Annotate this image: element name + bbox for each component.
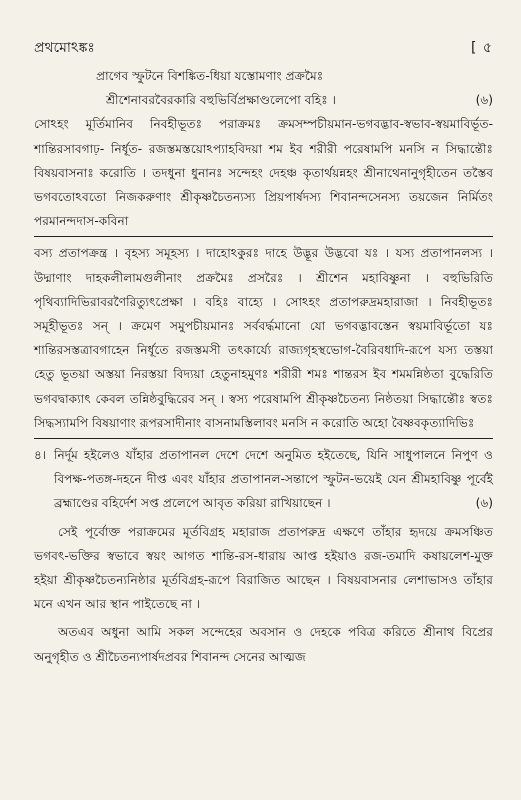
section-divider-2 <box>34 438 493 439</box>
running-title: প্রথমোঽঙ্কঃ <box>34 40 95 56</box>
verse-line-2-text: শ্রীশেনাবরবৈরকারি বহুভির্বিপ্রক্ষাণ্ডলেপো বহিঃ । <box>106 93 337 108</box>
sanskrit-footnote-commentary: বস্য প্রতাপক্রন্ত্র । বৃহস্য সমূহস্য । দাহোঽকুরঃ দাহে উদ্ভূর উদ্ভবো যঃ । যস্য প্রতাপানলস্য । উদ্মাণাং দাহকলীলামগুলীনাং প্রক্রমৈঃ প্রসরৈঃ । শ্রীশেন মহাবিষ্ণুনা । বহুভিরিতি পৃথিব্যাদিভিরাবরণৈরিত্যুৎপ্রেক্ষা । বহিঃ বাহ্যে । সোঽহং প্রতাপরুদ্রমহারাজা । নিবহীভূতঃ সমূহীভূতঃ সন্ । ক্রমেণ সমুপচীয়মানঃ সর্ববর্দ্ধমানো যো ভগবদ্ভাবস্তেন স্বয়মাবির্ভূতো যঃ শান্তিরসস্তত্রাবগাহেন নির্ধূতে রজস্তমসী তৎকার্য্যে রাজ্যগৃহস্থভোগ-বৈরিবধাদি-রূপে যস্য তস্তয়া হেতু ভূতয়া অস্তয়া নিরস্তয়া বিদ্যয়া হেতুনাহমুণঃ শরীরী শমঃ শান্তরস ইব শমমন্নিষ্ঠতা বুদ্ধেরিতি ভগবদ্বাক্যাৎ কেবল তন্নিষ্ঠবুদ্ধিরেব সন্ । স্বস্য পরেষামপি শ্রীকৃষ্ণচৈতন্য নিষ্ঠতয়া সিদ্ধান্তৌঃ স্বতঃ সিদ্ধস্যামপি বিষয়াণাং রূপরসাদীনাং বাসনামস্তিলাবং মনসি ন করোতি অহো বৈষ্ণবকৃত্যাদিভিঃ <box>34 246 493 430</box>
sanskrit-prose-commentary: সোঽহং মূর্তিমানিব নিবহীভূতঃ পরাক্রমঃ ক্রমসম্পচীয়মান-ভগবদ্ভাব-স্বভাব-স্বয়মাবির্ভূত- শান্তিরসাবগাঢ়- নির্ধূত- রজস্তমস্তয়োঽপ্যাহবিদয়া শম ইব শরীরী পরেষামপি মনসি ন সিদ্ধান্তৌঃ বিষয়বাসনাঃ করোতি । তদধুনা ধুনানঃ সন্দেহং দেহঞ্চ কৃতার্থয়ন্নহং শ্রীনাথেনানুগৃহীতেন তস্তৈব ভগবতোঽবতো নিজকরুণাং শ্রীকৃষ্ণচৈতন্যস্য প্রিয়পার্ষদস্য শিবানন্দসেনস্য তয়জেন নির্মিতং পরমানন্দদাস-কবিনা <box>34 117 493 229</box>
page-number: [ ৫ <box>471 40 493 56</box>
translation-body <box>54 443 493 516</box>
bengali-paragraph-2: অতএব অধুনা আমি সকল সন্দেহের অবসান ও দেহকে পবিত্র করিতে শ্রীনাথ বিপ্রের অনুগৃহীত ও শ্রীচৈতন্যপার্ষদপ্রবর শিবানন্দ সেনের আত্মজ <box>34 625 493 664</box>
verse-line-2 <box>96 88 493 112</box>
verse-line-1: প্রাগেব স্ফুটনে বিশঙ্কিত-ধিয়া যস্তোমণাং প্রক্রমৈঃ <box>96 69 324 83</box>
verse-number: (৬) <box>475 93 493 108</box>
page-header <box>34 0 493 60</box>
translation-number: ৪। <box>34 448 47 463</box>
translation-text: নির্দূম হইলেও যাঁহার প্রতাপানল দেশে দেশে অনুমিত হইতেছে, যিনি সাধুপালনে নিপুণ ও বিপক্ষ-পতঙ্গ-দহনে দীপ্ত এবং যাঁহার প্রতাপানল-সন্তাপে স্ফুটন-ভয়েই যেন শ্রীমহাবিষ্ণু পূর্বেই ব্রহ্মাণ্ডের বহির্দেশ সপ্ত প্রলেপে আবৃত করিয়া রাখিয়াছেন । <box>54 448 493 511</box>
translation-ref: (৬) <box>475 496 493 511</box>
sanskrit-verse <box>34 64 493 112</box>
section-divider <box>34 236 493 237</box>
bengali-paragraph-1: সেই পূর্বোক্ত পরাক্রমের মূর্তবিগ্রহ মহারাজ প্রতাপরুদ্র এক্ষণে তাঁহার হৃদয়ে ক্রমসঞ্চিত ভগবৎ-ভক্তির স্বভাবে স্বয়ং আগত শান্তি-রস-ধারায় আপ্ত হইয়াও রজ-তমাদি কষায়লেশ-মুক্ত হইয়া শ্রীকৃষ্ণচৈতন্যনিষ্ঠার মূর্তবিগ্রহ-রূপে বিরাজিত আছেন । বিষয়বাসনার লেশাভাসও তাঁহার মনে এখন আর স্থান পাইতেছে না । <box>34 524 493 612</box>
bengali-translation <box>34 443 493 516</box>
